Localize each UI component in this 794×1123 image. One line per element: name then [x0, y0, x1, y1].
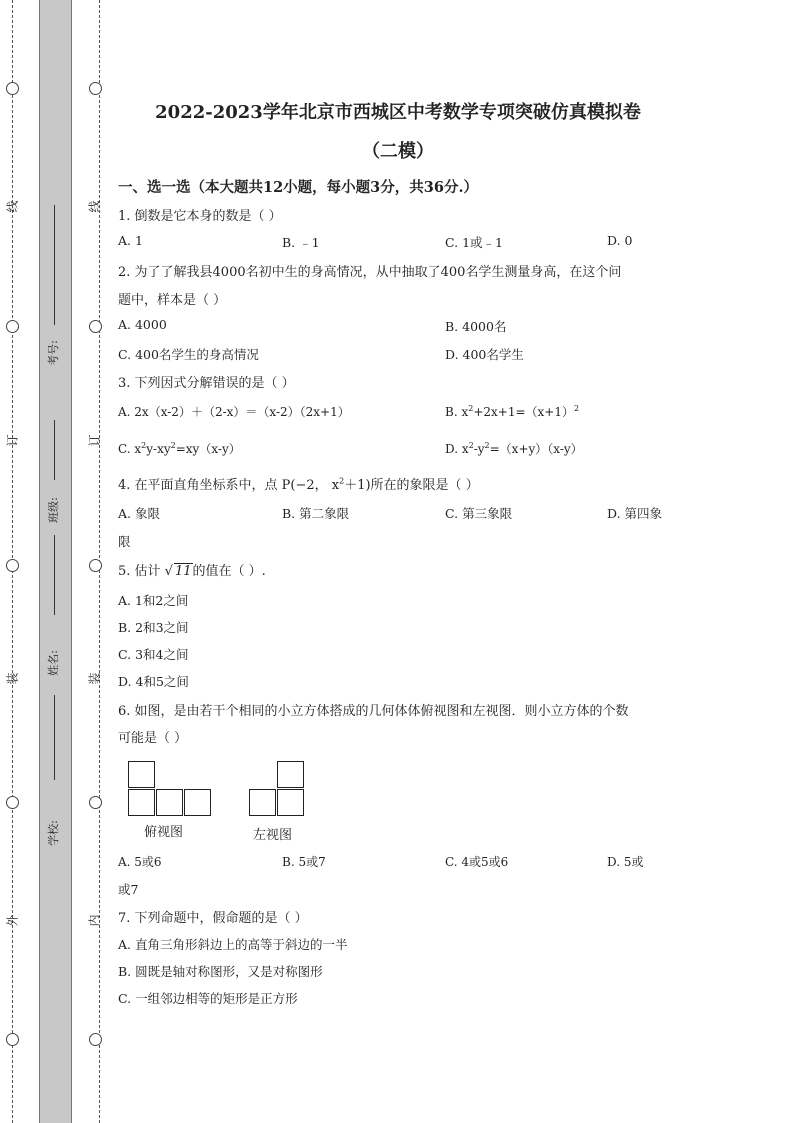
binding-hole	[6, 559, 19, 572]
q4-option-d[interactable]: D. 第四象	[607, 506, 663, 521]
q7-option-c[interactable]: C. 一组邻边相等的矩形是正方形	[118, 991, 298, 1006]
cube-square	[128, 761, 155, 788]
margin-char-zhuang: 装	[87, 672, 102, 685]
q5-option-b[interactable]: B. 2和3之间	[118, 620, 189, 635]
q5-option-c[interactable]: C. 3和4之间	[118, 647, 189, 662]
question-2-stem: 2. 为了了解我县4000名初中生的身高情况，从中抽取了400名学生测量身高，在这个问	[118, 265, 622, 280]
q5-option-a[interactable]: A. 1和2之间	[118, 593, 189, 608]
q3-option-c[interactable]: C. $x^2y-xy^2=xy(x-y)$	[118, 441, 241, 456]
question-7-stem: 7. 下列命题中，假命题的是（ ）	[118, 911, 308, 926]
q4-option-a[interactable]: A. 象限	[118, 506, 160, 521]
binding-hole	[89, 320, 102, 333]
fill-line	[54, 420, 55, 480]
school-field[interactable]	[44, 790, 66, 890]
name-field[interactable]	[44, 620, 66, 790]
sqrt-radicand: 11	[174, 564, 192, 579]
q1-option-b[interactable]: B. ﹣1	[282, 235, 320, 250]
margin-char-xian: 线	[87, 200, 102, 213]
cube-square	[156, 789, 183, 816]
margin-char-wai: 外	[5, 914, 20, 927]
binding-hole	[89, 82, 102, 95]
question-1-stem: 1. 倒数是它本身的数是（ ）	[118, 209, 282, 224]
q6-option-d-wrap: 或7	[118, 882, 139, 897]
margin-char-ding: 订	[87, 434, 102, 447]
question-2-stem-cont: 题中，样本是（ ）	[118, 293, 227, 308]
margin-char-ding: 订	[5, 434, 20, 447]
binding-hole	[6, 796, 19, 809]
left-view-caption: 左视图	[253, 828, 293, 843]
class-field[interactable]	[44, 420, 66, 620]
cube-square	[184, 789, 211, 816]
fill-line	[54, 535, 55, 615]
q4-option-b[interactable]: B. 第二象限	[282, 506, 350, 521]
fill-line	[54, 205, 55, 325]
binding-hole	[89, 559, 102, 572]
school-label: 学校:	[46, 820, 60, 846]
q3-option-a[interactable]: A. 2x（x-2）＋（2-x）＝（x-2）（2x+1）	[118, 405, 350, 419]
cube-square	[249, 789, 276, 816]
q3-option-d[interactable]: D. $x^2-y^2=(x+y)(x-y)$	[445, 441, 583, 456]
binding-hole	[6, 82, 19, 95]
cube-square	[277, 761, 304, 788]
q1-option-a[interactable]: A. 1	[118, 233, 143, 248]
q2-option-c[interactable]: C. 400名学生的身高情况	[118, 347, 259, 362]
q4-option-c[interactable]: C. 第三象限	[445, 506, 513, 521]
margin-char-nei: 内	[87, 914, 102, 927]
q7-option-b[interactable]: B. 圆既是轴对称图形，又是对称图形	[118, 964, 323, 979]
cube-square	[128, 789, 155, 816]
question-6-stem: 6. 如图，是由若干个相同的小立方体搭成的几何体体俯视图和左视图．则小立方体的个数	[118, 704, 629, 719]
class-label: 班级:	[46, 497, 60, 523]
question-4-stem: 4. 在平面直角坐标系中，点 P(−2， $x^2+1$)所在的象限是（ ）	[118, 476, 479, 493]
binding-hole	[6, 1033, 19, 1046]
q3-option-b[interactable]: B. $x^2+2x+1=(x+1)^2$	[445, 404, 580, 419]
q6-option-d[interactable]: D. 5或	[607, 855, 644, 869]
paper-title: 2022-2023学年北京市西城区中考数学专项突破仿真模拟卷	[155, 102, 641, 123]
binding-hole	[89, 1033, 102, 1046]
section-heading: 一、选一选（本大题共12小题，每小题3分，共36分.）	[118, 179, 478, 196]
q7-option-a[interactable]: A. 直角三角形斜边上的高等于斜边的一半	[118, 937, 348, 952]
q2-option-d[interactable]: D. 400名学生	[445, 347, 524, 362]
fill-line	[54, 695, 55, 780]
exam-number-label: 考号:	[46, 340, 60, 366]
question-6-stem-cont: 可能是（ ）	[118, 731, 188, 746]
q4-option-d-wrap: 限	[118, 534, 131, 549]
q5-option-d[interactable]: D. 4和5之间	[118, 674, 189, 689]
margin-char-xian: 线	[5, 200, 20, 213]
exam-number-field[interactable]	[44, 205, 66, 405]
paper-subtitle: （二模）	[362, 141, 434, 162]
q6-option-b[interactable]: B. 5或7	[282, 855, 326, 869]
question-5-stem: 5. 估计 √ 11的值在（ ）.	[118, 564, 266, 579]
q2-option-a[interactable]: A. 4000	[118, 317, 167, 332]
binding-hole	[6, 320, 19, 333]
top-view-caption: 俯视图	[144, 825, 184, 840]
q6-option-c[interactable]: C. 4或5或6	[445, 855, 509, 869]
q6-option-a[interactable]: A. 5或6	[118, 855, 162, 869]
cube-square	[277, 789, 304, 816]
name-label: 姓名:	[46, 650, 60, 676]
q2-option-b[interactable]: B. 4000名	[445, 319, 507, 334]
q1-option-d[interactable]: D. 0	[607, 233, 633, 248]
binding-hole	[89, 796, 102, 809]
q1-option-c[interactable]: C. 1或﹣1	[445, 235, 503, 250]
margin-char-zhuang: 装	[5, 672, 20, 685]
question-3-stem: 3. 下列因式分解错误的是（ ）	[118, 376, 295, 391]
